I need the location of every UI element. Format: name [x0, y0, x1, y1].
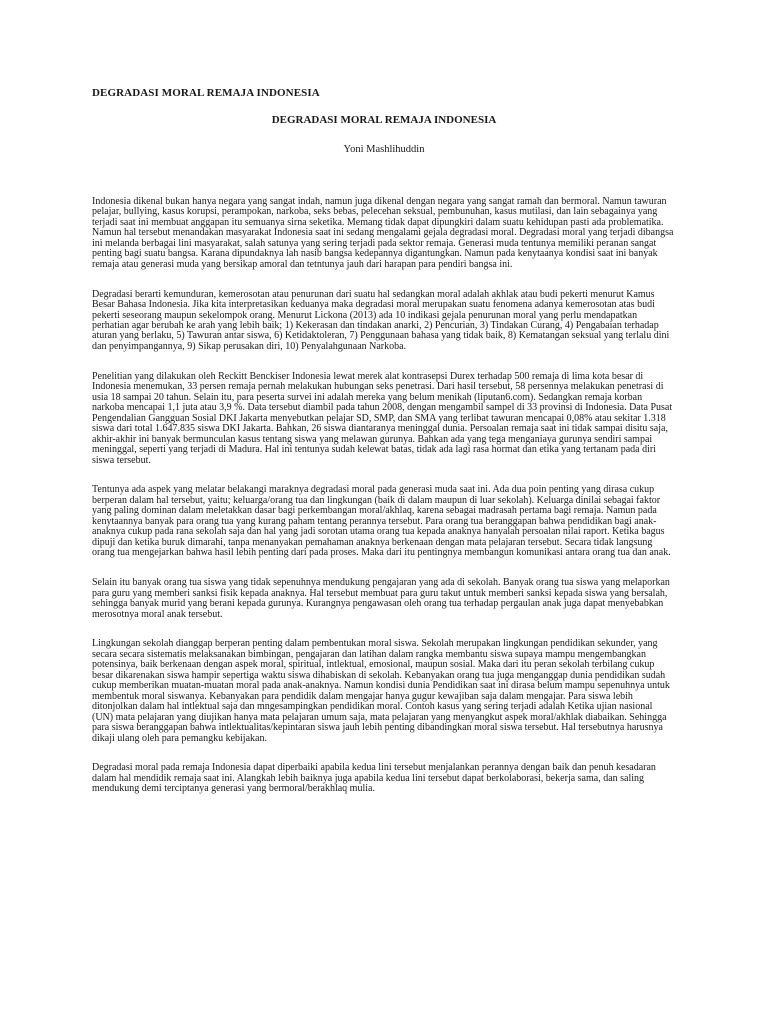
article-body	[92, 197, 676, 814]
paragraph: Degradasi berarti kemunduran, kemerosotan atau penurunan dari suatu hal sedangkan moral adalah akhlak atau budi pekerti menurut Kamus Besar Bahasa Indonesia. Jika kita interpretasikan keduanya maka degradasi moral merupakan suatu fenomena adanya kemerosotan atas budi pekerti seseorang maupun sekelompok orang. Menurut Lickona (2013) ada 10 indikasi gejala penurunan moral yang perlu mendapatkan perhatian agar berubah ke arah yang lebih baik; 1) Kekerasan dan tindakan anarki, 2) Pencurian, 3) Tindakan Curang, 4) Pengabaian terhadap aturan yang berlaku, 5) Tawuran antar siswa, 6) Ketidaktoleran, 7) Penggunaan bahasa yang tidak baik, 8) Kematangan seksual yang terlalu dini dan penyimpangannya, 9) Sikap perusakan diri, 10) Penyalahgunaan Narkoba.	[92, 288, 670, 352]
paragraph: Tentunya ada aspek yang melatar belakangi maraknya degradasi moral pada generasi muda saat ini. Ada dua poin penting yang dirasa cukup berperan dalam hal tersebut, yaitu; keluarga/orang tua dan lingkungan (baik di dalam maupun di luar sekolah). Keluarga dinilai sebagai faktor yang paling dominan dalam meletakkan dasar bagi perkembangan moral/akhlaq, karena sebagai madrasah pertama bagi remaja. Namun pada kenytaannya banyak para orang tua yang kurang paham tentang perannya tersebut. Para orang tua beranggapan bahwa pendidikan bagi anak-anaknya cukup pada rana sekolah saja dan hal yang jadi sorotan utama orang tua kepada anaknya hanyalah persoalan nilai raport. Ketika bagus dipuji dan ketika buruk dimarahi, tanpa menanyakan pemahaman anaknya berkenaan dengan mata pelajaran tersebut. Secara tidak langsung orang tua mengejarkan bahwa hasil lebih penting dari pada proses. Maka dari itu pentingnya membangun komunikasi antara orang tua dan anak.	[92, 484, 671, 559]
article-author: Yoni Mashlihuddin	[343, 144, 425, 155]
paragraph: Penelitian yang dilakukan oleh Reckitt Benckiser Indonesia lewat merek alat kontrasepsi Durex terhadap 500 remaja di lima kota besar di Indonesia menemukan, 33 persen remaja pernah melakukan hubungan seks penetrasi. Dari hasil tersebut, 58 persennya melakukan penetrasi di usia 18 sampai 20 tahun. Selain itu, para peserta survei ini adalah mereka yang belum menikah (liputan6.com). Sedangkan remaja korban narkoba mencapai 1,1 juta atau 3,9 %. Data tersebut diambil pada tahun 2008, dengan mengambil sampel di 33 provinsi di Indonesia. Data Pusat Pengendalian Gangguan Sosial DKI Jakarta menyebutkan pelajar SD, SMP, dan SMA yang terlibat tawuran mencapai 0,08% atau sekitar 1.318 siswa dari total 1.647.835 siswa DKI Jakarta. Bahkan, 26 siswa diantaranya meninggal dunia. Persoalan remaja saat ini tidak sampai disitu saja, akhir-akhir ini banyak bermunculan kasus tentang siswa yang melawan gurunya. Bahkan ada yang tega menganiaya gurunya sendiri sampai meninggal, seperti yang terjadi di Madura. Hal ini tentunya sudah kelewat batas, tidak ada lagi rasa hormat dan etika yang tertanam pada diri siswa tersebut.	[92, 370, 673, 466]
article-title: DEGRADASI MORAL REMAJA INDONESIA	[271, 114, 497, 126]
paragraph: Lingkungan sekolah dianggap berperan penting dalam pembentukan moral siswa. Sekolah merupakan lingkungan pendidikan sekunder, yang secara secara sistematis melaksanakan bimbingan, pengajaran dan latihan dalam rangka membantu siswa supaya mampu mengembangkan potensinya, baik berkenaan dengan aspek moral, spiritual, intlektual, emosional, maupun sosial. Maka dari itu peran sekolah terbilang cukup besar dikarenakan siswa hampir sepertiga waktu siswa dihabiskan di sekolah. Kebanyakan orang tua juga menganggap dunia pendidikan sudah cukup memberikan muatan-muatan moral pada anak-anaknya. Namun kondisi dunia Pendidikan saat ini dirasa belum mampu sepenuhnya untuk membentuk moral siswanya. Kebanyakan para pendidik dalam mengajar hanya gugur kewajiban saja dalam mengajar. Para siswa lebih ditonjolkan dalam hal intlektual saja dan mngesampingkan pendidikan moral. Contoh kasus yang sering terjadi adalah Ketika ujian nasional (UN) mata pelajaran yang diujikan hanya mata pelajaran umum saja, mata pelajaran yang menyangkut aspek moral/akhlak diabaikan. Sehingga para siswa beranggapan bahwa intlektualitas/kepintaran siswa jauh lebih penting dibandingkan moral siswa tersebut. Hal tersebutnya harusnya dikaji ulang oleh para pemangku kebijakan.	[92, 638, 670, 744]
paragraph: Indonesia dikenal bukan hanya negara yang sangat indah, namun juga dikenal dengan negara yang sangat ramah dan bermoral. Namun tawuran pelajar, bullying, kasus korupsi, perampokan, narkoba, seks bebas, pelecehan seksual, pembunuhan, kasus mutilasi, dan lain sebagainya yang terjadi saat ini membuat anggapan itu semuanya sirna seketika. Memang tidak dapat dipungkiri dalam suatu kehidupan pasti ada problematika. Namun hal tersebut menandakan masyarakat Indonesia saat ini sedang mengalami gejala degradasi moral. Degradasi moral yang terjadi dibangsa ini melanda berbagai lini masyarakat, salah satunya yang sering terjadi pada sektor remaja. Generasi muda tentunya memiliki peranan sangat penting bagi suatu bangsa. Karana dipundaknya lah nasib bangsa kedepannya digantungkan. Namun pada kenytaanya kondisi saat ini banyak remaja atau generasi muda yang bersikap amoral dan tetntunya jauh dari harapan para pendiri bangsa ini.	[92, 196, 674, 270]
document-heading: DEGRADASI MORAL REMAJA INDONESIA	[92, 87, 320, 99]
paragraph: Selain itu banyak orang tua siswa yang tidak sepenuhnya mendukung pengajaran yang ada di sekolah. Banyak orang tua siswa yang melaporkan para guru yang memberi sanksi fisik kepada anaknya. Hal tersebut membuat para guru takut untuk memberi sanksi kepada siswa yang bersalah, sehingga banyak murid yang berani kepada gurunya. Kurangnya pengawasan oleh orang tua terhadap pergaulan anak juga dapat menyebabkan merosotnya moral anak tersebut.	[92, 577, 670, 620]
paragraph: Degradasi moral pada remaja Indonesia dapat diperbaiki apabila kedua lini tersebut menjalankan perannya dengan baik dan penuh kesadaran dalam hal mendidik remaja saat ini. Alangkah lebih baiknya juga apabila kedua lini tersebut dapat berkolaborasi, bekerja sama, dan saling mendukung demi terciptanya generasi yang bermoral/berakhlaq mulia.	[92, 762, 656, 795]
